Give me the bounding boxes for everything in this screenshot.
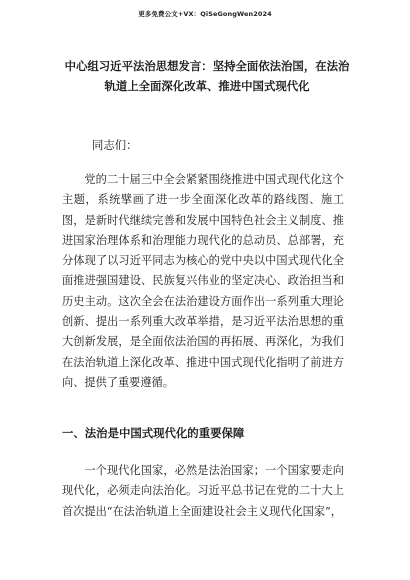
greeting: 同志们： [92, 138, 138, 152]
section-paragraph: 一个现代化国家，必然是法治国家；一个国家要走向现代化，必须走向法治化。习近平总书记在党的二十大上首次提出“在法治轨道上全面建设社会主义现代化国家”， [62, 464, 344, 518]
document-title: 中心组习近平法治思想发言：坚持全面依法治国，在法治轨道上全面深化改革、推进中国式现代化 [64, 59, 350, 93]
header-note: 更多免费公文+VX：QiSeGongWen2024 [138, 10, 272, 18]
section-heading: 一、法治是中国式现代化的重要保障 [62, 426, 245, 440]
body-paragraph: 党的二十届三中全会紧紧围绕推进中国式现代化这个主题，系统擘画了进一步全面深化改革的路线图、施工图，是新时代继续完善和发展中国特色社会主义制度、推进国家治理体系和治理能力现代化的总动员、总部署，充分体现了以习近平同志为核心的党中央以中国式现代化全面推进强国建设、民族复兴伟业的坚定决心、政治担当和历史主动。这次全会在法治建设方面作出一系列重大理论创新、提出一系列重大改革举措，是习近平法治思想的重大创新发展，是全面依法治国的再拓展、再深化，为我们在法治轨道上深化改革、推进中国式现代化指明了前进方向、提供了重要遵循。 [62, 173, 344, 389]
